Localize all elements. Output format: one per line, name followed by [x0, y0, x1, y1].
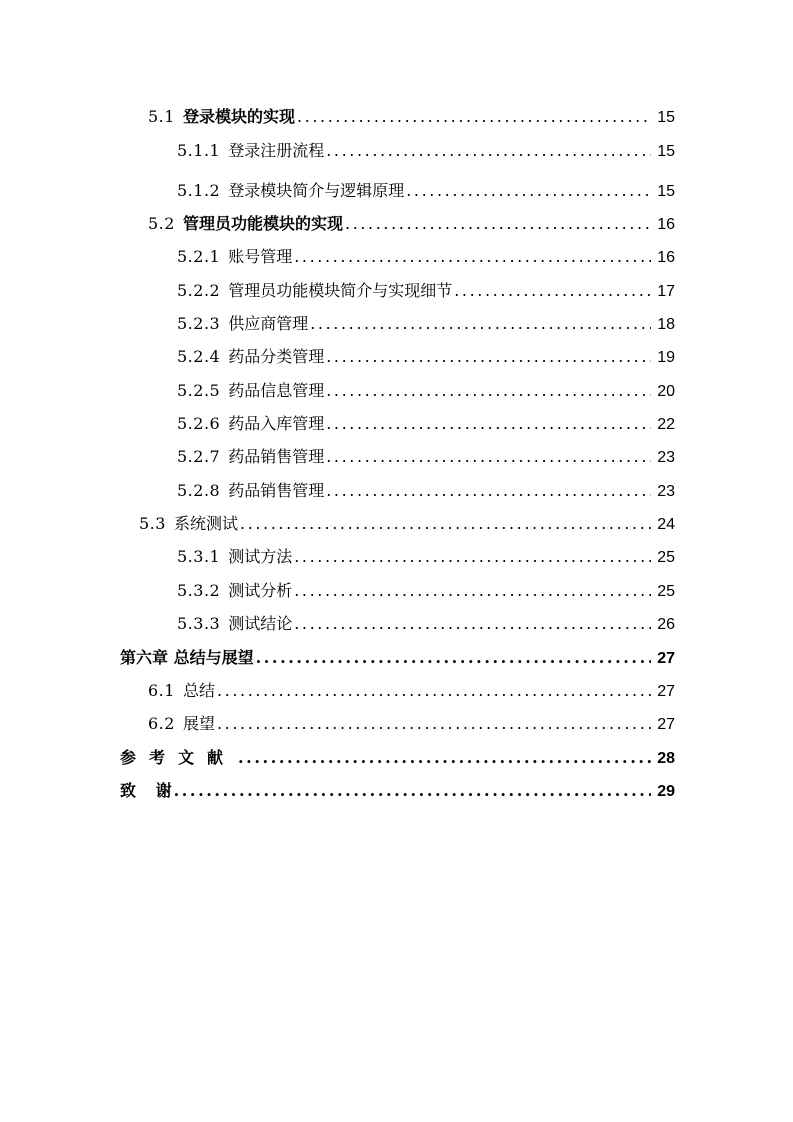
toc-entry-page: 26 [657, 616, 675, 633]
toc-entry-5-2-8[interactable] [177, 479, 675, 503]
toc-entry-5-2-2[interactable] [177, 279, 675, 303]
toc-entry-5-2-3[interactable] [177, 312, 675, 336]
toc-dot-leader [217, 712, 651, 736]
toc-entry-title: 参考文献 [120, 748, 237, 767]
toc-entry-page: 15 [657, 183, 675, 200]
toc-entry-references[interactable] [120, 746, 675, 770]
toc-entry-5-2-5[interactable] [177, 379, 675, 403]
toc-entry-page: 24 [657, 516, 675, 533]
toc-entry-number: 5.3.3 [177, 614, 221, 633]
toc-dot-leader [174, 779, 651, 803]
toc-dot-leader [326, 412, 651, 436]
toc-entry-number: 5.2.3 [177, 314, 221, 333]
toc-entry-page: 28 [657, 750, 675, 767]
toc-entry-number: 5.2.8 [177, 481, 221, 500]
toc-dot-leader [310, 312, 651, 336]
toc-dot-leader [345, 212, 651, 236]
toc-dot-leader [326, 445, 651, 469]
toc-entry-page: 29 [657, 783, 675, 800]
toc-dot-leader [294, 245, 651, 269]
toc-entry-page: 27 [657, 716, 675, 733]
toc-entry-page: 20 [657, 383, 675, 400]
toc-dot-leader [454, 279, 651, 303]
toc-entry-6-1[interactable] [148, 679, 675, 703]
toc-dot-leader [294, 612, 651, 636]
toc-entry-page: 16 [657, 216, 675, 233]
toc-entry-number: 5.2.4 [177, 347, 221, 366]
toc-entry-number: 5.2.2 [177, 281, 221, 300]
toc-dot-leader [294, 579, 651, 603]
toc-dot-leader [326, 345, 651, 369]
toc-entry-page: 25 [657, 549, 675, 566]
toc-entry-5-2-7[interactable] [177, 445, 675, 469]
toc-dot-leader [406, 179, 651, 203]
toc-entry-title: 展望 [182, 714, 215, 733]
toc-entry-5-3-3[interactable] [177, 612, 675, 636]
toc-entry-5-1-1[interactable] [177, 139, 675, 163]
toc-entry-title: 药品销售管理 [228, 447, 325, 466]
toc-entry-title: 系统测试 [173, 514, 238, 533]
toc-entry-page: 15 [657, 143, 675, 160]
toc-entry-title: 致 谢 [120, 781, 172, 800]
toc-entry-title: 测试结论 [228, 614, 293, 633]
toc-entry-number: 5.1.1 [177, 141, 221, 160]
toc-entry-title: 供应商管理 [228, 314, 309, 333]
toc-entry-title: 登录模块简介与逻辑原理 [228, 181, 405, 200]
toc-entry-title: 第六章 总结与展望 [120, 648, 254, 667]
toc-entry-page: 27 [657, 683, 675, 700]
toc-entry-number: 5.2.6 [177, 414, 221, 433]
toc-entry-page: 25 [657, 583, 675, 600]
toc-entry-title: 药品信息管理 [228, 381, 325, 400]
toc-entry-number: 6.1 [148, 681, 175, 700]
toc-entry-title: 药品分类管理 [228, 347, 325, 366]
toc-entry-title: 管理员功能模块简介与实现细节 [228, 281, 453, 300]
toc-entry-page: 16 [657, 249, 675, 266]
toc-entry-number: 6.2 [148, 714, 175, 733]
toc-entry-5-2[interactable] [148, 212, 675, 236]
toc-entry-page: 22 [657, 416, 675, 433]
toc-entry-number: 5.3 [139, 514, 166, 533]
toc-entry-title: 测试方法 [228, 547, 293, 566]
toc-dot-leader [294, 545, 651, 569]
toc-entry-title: 账号管理 [228, 247, 293, 266]
toc-entry-number: 5.1.2 [177, 181, 221, 200]
toc-entry-page: 23 [657, 483, 675, 500]
toc-entry-page: 15 [657, 109, 675, 126]
toc-entry-5-2-1[interactable] [177, 245, 675, 269]
toc-entry-number: 5.2.5 [177, 381, 221, 400]
toc-dot-leader [326, 479, 651, 503]
toc-dot-leader [240, 512, 651, 536]
toc-entry-number: 5.2 [148, 214, 175, 233]
toc-dot-leader [217, 679, 651, 703]
toc-entry-5-1[interactable] [148, 105, 675, 129]
toc-entry-5-2-4[interactable] [177, 345, 675, 369]
toc-entry-5-3-1[interactable] [177, 545, 675, 569]
toc-entry-5-3-2[interactable] [177, 579, 675, 603]
toc-entry-page: 17 [657, 283, 675, 300]
toc-dot-leader [326, 379, 651, 403]
toc-entry-5-1-2[interactable] [177, 179, 675, 203]
toc-entry-title: 登录注册流程 [228, 141, 325, 160]
toc-entry-page: 23 [657, 449, 675, 466]
toc-entry-page: 19 [657, 349, 675, 366]
toc-entry-page: 27 [657, 650, 675, 667]
toc-dot-leader [256, 646, 651, 670]
toc-entry-page: 18 [657, 316, 675, 333]
toc-entry-title: 管理员功能模块的实现 [182, 214, 343, 233]
toc-dot-leader [326, 139, 651, 163]
toc-entry-acknowledgements[interactable] [120, 779, 675, 803]
toc-entry-title: 药品销售管理 [228, 481, 325, 500]
toc-entry-title: 总结 [182, 681, 215, 700]
toc-dot-leader [238, 746, 651, 770]
toc-entry-number: 5.2.7 [177, 447, 221, 466]
toc-entry-title: 测试分析 [228, 581, 293, 600]
toc-entry-6-2[interactable] [148, 712, 675, 736]
toc-entry-number: 5.1 [148, 107, 175, 126]
toc-entry-title: 登录模块的实现 [182, 107, 295, 126]
toc-entry-5-2-6[interactable] [177, 412, 675, 436]
toc-entry-5-3[interactable] [139, 512, 675, 536]
toc-entry-number: 5.3.1 [177, 547, 221, 566]
toc-entry-number: 5.3.2 [177, 581, 221, 600]
toc-dot-leader [297, 105, 651, 129]
toc-entry-chapter-6[interactable] [120, 646, 675, 670]
toc-entry-number: 5.2.1 [177, 247, 221, 266]
toc-entry-title: 药品入库管理 [228, 414, 325, 433]
